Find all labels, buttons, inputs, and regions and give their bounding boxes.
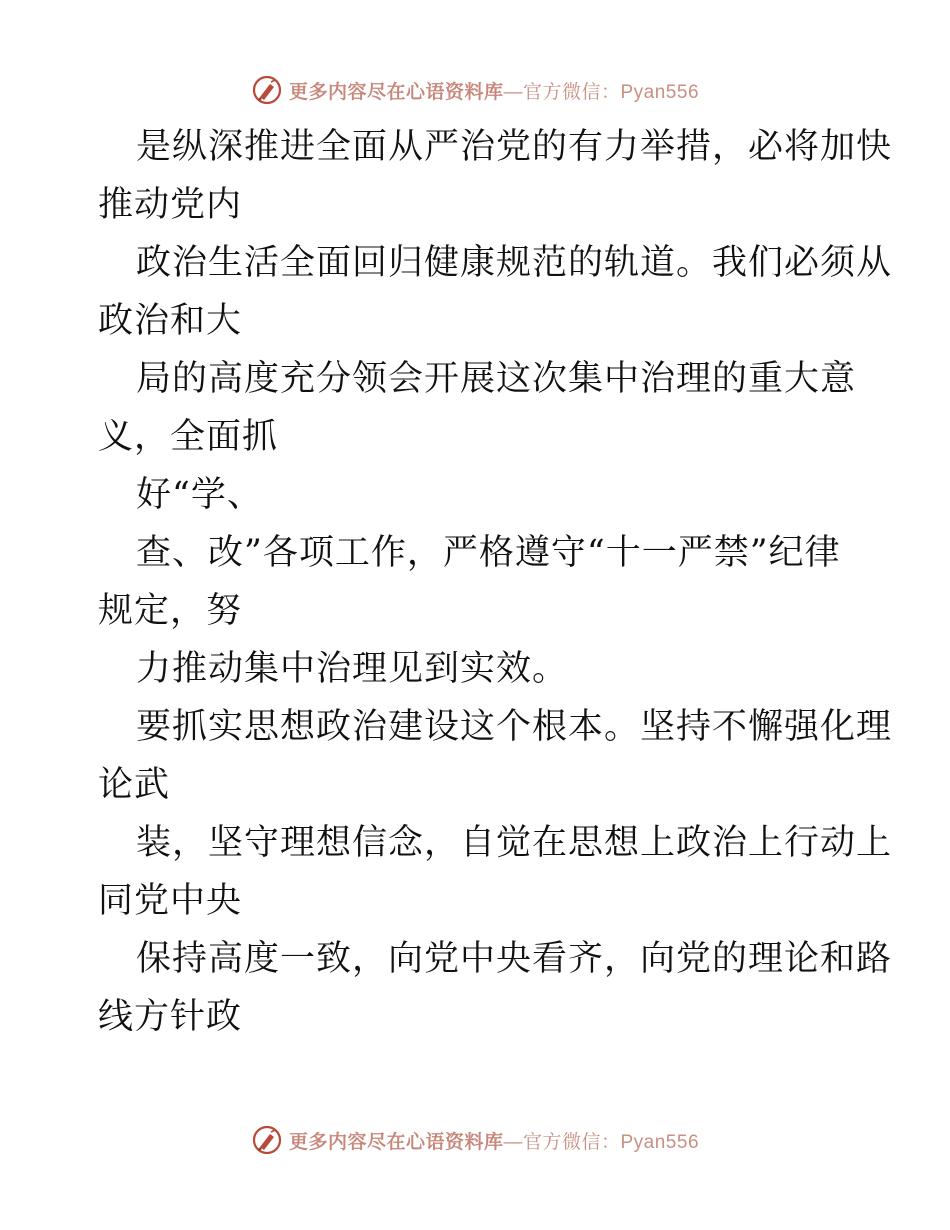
header-banner-wechat: —官方微信：Pyan556 [503,81,700,103]
header-banner [0,70,950,110]
header-banner-text [289,77,699,104]
text-line: 论武 [98,765,171,805]
pen-nib-logo-icon [251,1124,283,1156]
text-line: 政治和大 [98,301,243,341]
pen-nib-logo-icon [251,74,283,106]
text-line: 局的高度充分领会开展这次集中治理的重大意 [136,359,857,399]
footer-banner-wechat: —官方微信：Pyan556 [503,1131,700,1153]
header-banner-main: 更多内容尽在心语资料库 [288,80,504,103]
footer-banner [0,1120,950,1160]
text-line: 力推动集中治理见到实效。 [136,649,569,689]
text-line: 保持高度一致，向党中央看齐，向党的理论和路 [136,939,893,979]
body-text [98,118,893,1046]
text-line: 推动党内 [98,185,243,225]
text-line: 装，坚守理想信念，自觉在思想上政治上行动上 [136,823,893,863]
text-line: 政治生活全面回归健康规范的轨道。我们必须从 [136,243,893,283]
text-line: 是纵深推进全面从严治党的有力举措，必将加快 [136,127,893,167]
text-line: 同党中央 [98,881,243,921]
text-line: 义，全面抓 [98,417,279,457]
text-line: 规定，努 [98,591,243,631]
text-line: 要抓实思想政治建设这个根本。坚持不懈强化理 [136,707,893,747]
footer-banner-main: 更多内容尽在心语资料库 [288,1130,504,1153]
text-line: 线方针政 [98,997,243,1037]
text-line: 查、改”各项工作，严格遵守“十一严禁”纪律 [136,533,841,573]
footer-banner-text [289,1127,699,1154]
text-line: 好“学、 [136,475,263,515]
